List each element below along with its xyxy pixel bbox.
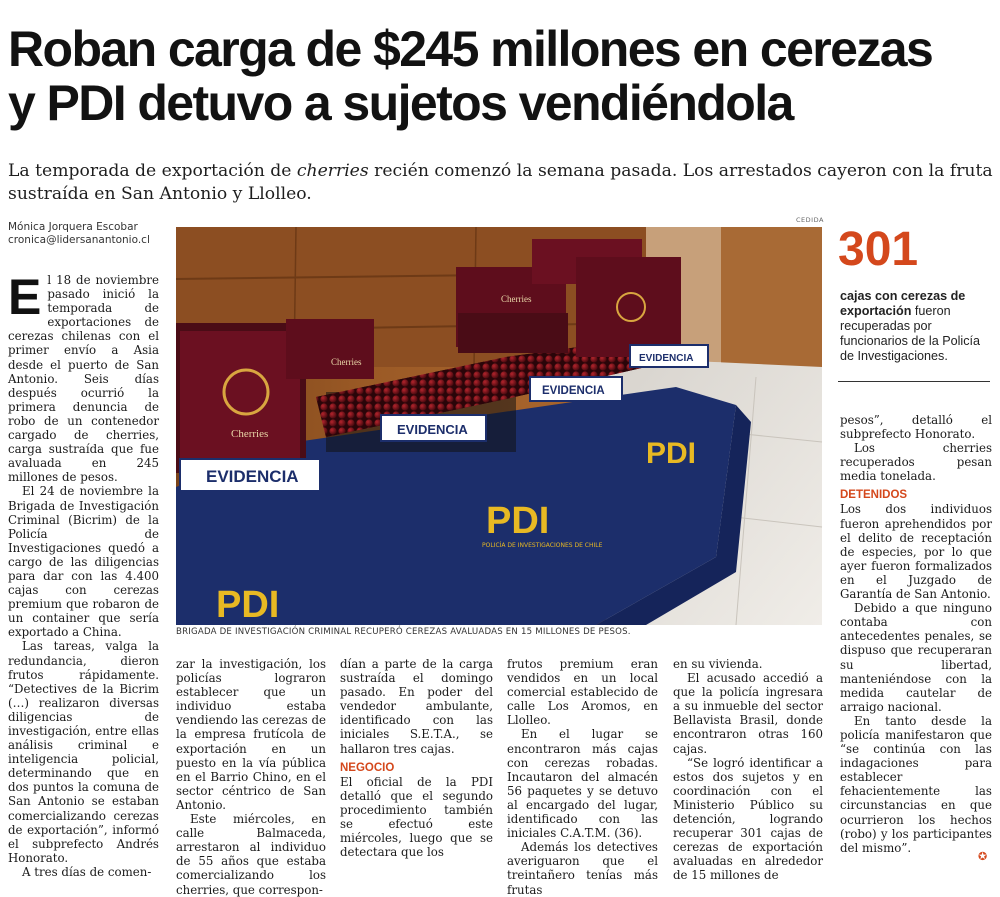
svg-text:PDI: PDI (216, 584, 280, 626)
lead-text-1: La temporada de exportación de (8, 161, 297, 181)
col1-paragraph-3: Las tareas, valga la redundancia, dieron frutos rápidamente. “Detectives de la Bicrim (…) realizaron diversas diligencias de investigación, entre ellas análisis criminal e inteligencia policial, determinando que en dos puntos la comuna de San Antonio se estaban comercializando cerezas de exportación”, informó el subprefecto Andrés Honorato. (8, 639, 159, 865)
col5-paragraph-3: “Se logró identificar a estos dos sujetos y en coordinación con el Ministerio Público su detención, logrando recuperar 301 cajas de cerezas de exportación avaluadas en alrededor de 15 millones de (673, 755, 823, 883)
column-4 (507, 657, 658, 897)
stat-rest-text: fueron recuperadas por funcionarios de la Policía de Investigaciones. (840, 304, 981, 363)
svg-text:EVIDENCIA: EVIDENCIA (206, 467, 299, 486)
col6-paragraph-5: En tanto desde la policía manifestaron que “se continúa con las indagaciones para establecer fehacientemente las circunstancias en que ocurrieron los hechos (robo) y los participantes del mismo”. (840, 713, 992, 855)
evidencia-label-4 (630, 345, 708, 367)
box-brand-label: Cherries (231, 428, 269, 440)
stat-description (840, 289, 992, 364)
col6-paragraph-2: Los cherries recuperados pesan media tonelada. (840, 441, 992, 484)
pdi-logo-left (216, 584, 279, 626)
svg-text:PDI: PDI (646, 437, 697, 470)
headline-line-1: Roban carga de $245 millones en cerezas (8, 21, 933, 77)
svg-text:EVIDENCIA: EVIDENCIA (542, 385, 605, 397)
col4-paragraph-3: Además los detectives averiguaron que el treintañero tenías más frutas (507, 840, 658, 897)
lead-paragraph (8, 160, 993, 206)
col1-paragraph-4: A tres días de comen- (22, 864, 152, 879)
column-6 (840, 413, 992, 873)
col4-paragraph-1: frutos premium eran vendidos en un local comercial establecido de calle Los Aromos, en Llolleo. (507, 657, 658, 728)
stat-divider (838, 381, 990, 382)
stat-number: 301 (838, 223, 919, 276)
end-mark-icon: ✪ (978, 850, 988, 863)
col5-paragraph-2: El acusado accedió a que la policía ingresara a su inmueble del sector Bellavista Brasil, donde encontraron otras 160 cajas. (673, 671, 823, 756)
col6-subhead: DETENIDOS (840, 489, 908, 502)
col6-paragraph-4: Debido a que ninguno contaba con antecedentes penales, se dispuso que recuperaran su libertad, manteniéndose con la medida cautelar de arraigo nacional. (840, 601, 992, 714)
col2-paragraph-1: zar la investigación, los policías lograron establecer que un individuo estaba vendiendo las cerezas de la empresa frutícola de exportación en un puesto en la vía pública en el Barrio Chino, en el sector céntrico de San Antonio. (176, 657, 326, 812)
author-name: Mónica Jorquera Escobar (8, 221, 138, 233)
column-1 (8, 269, 159, 879)
evidencia-label-2 (381, 415, 486, 441)
col4-paragraph-2: En el lugar se encontraron más cajas con cerezas robadas. Incautaron del almacén 56 paquetes y se detuvo al encargado del lugar, identificado con las iniciales C.A.T.M. (36). (507, 727, 658, 841)
lead-italic: cherries (296, 161, 369, 181)
col2-paragraph-2: Este miércoles, en calle Balmaceda, arrestaron al individuo de 55 años que estaba comercializando los cherries, que correspon- (176, 812, 326, 897)
col6-paragraph-3: Los dos individuos fueron aprehendidos por el delito de receptación de especies, por lo que ayer fueron formalizados en el Juzgado de Garantía de San Antonio. (840, 502, 992, 602)
svg-text:POLICÍA DE INVESTIGACIONES DE: POLICÍA DE INVESTIGACIONES DE CHILE (482, 542, 603, 549)
col5-paragraph-1: en su vivienda. (673, 657, 763, 671)
col6-paragraph-1: pesos”, detalló el subprefecto Honorato. (840, 413, 992, 442)
col1-paragraph-2: El 24 de noviembre la Brigada de Investigación Criminal (Bicrim) de la Policía de Investigaciones quedó a cargo de las diligencias para dar con las 4.400 cajas con cerezas premium que robaron de un container que sería exportado a China. (8, 484, 159, 640)
headline (8, 22, 998, 130)
svg-text:Cherries: Cherries (501, 294, 532, 304)
svg-text:EVIDENCIA: EVIDENCIA (397, 422, 468, 437)
svg-text:PDI: PDI (486, 500, 550, 542)
pdi-logo-right (646, 437, 696, 470)
svg-text:Cherries: Cherries (331, 357, 362, 367)
svg-text:EVIDENCIA: EVIDENCIA (639, 353, 694, 364)
headline-line-2: y PDI detuvo a sujetos vendiéndola (8, 75, 793, 131)
column-3 (340, 657, 493, 873)
evidencia-label-3 (530, 377, 622, 401)
photo-credit: CEDIDA (796, 216, 824, 224)
stat-bold-text: cajas con cerezas de exportación (840, 289, 966, 318)
column-5 (673, 657, 823, 883)
col3-paragraph-2: El oficial de la PDI detalló que el segundo procedimiento también se efectuó este miércoles, luego que se detectara que los (340, 774, 493, 860)
lead-text-2: recién comenzó la semana pasada. Los arrestados cayeron con la fruta sustraída en San Antonio y Llolleo. (8, 161, 993, 204)
col3-subhead: NEGOCIO (340, 761, 395, 774)
evidencia-label-1 (180, 459, 320, 491)
byline (8, 221, 150, 247)
photo-illustration (176, 227, 822, 625)
photo-caption: BRIGADA DE INVESTIGACIÓN CRIMINAL RECUPERÓ CEREZAS AVALUADAS EN 15 MILLONES DE PESOS. (176, 627, 631, 637)
author-email[interactable]: cronica@lidersanantonio.cl (8, 234, 150, 246)
column-2 (176, 657, 326, 897)
col1-paragraph-1: El 18 de noviembre pasado inició la temporada de exportaciones de cerezas chilenas con el primer envío a Asia desde el puerto de San Antonio. Seis días después ocurrió la primera denuncia de robo de un contenedor cargado de cherries, carga sustraída que fue avaluada en 245 millones de pesos. (8, 269, 159, 485)
drop-cap: E (8, 269, 42, 325)
article-photo (176, 227, 822, 625)
col3-paragraph-1: dían a parte de la carga sustraída el domingo pasado. En poder del vendedor ambulante, identificado con las iniciales S.E.T.A., se hallaron tres cajas. (340, 657, 493, 756)
